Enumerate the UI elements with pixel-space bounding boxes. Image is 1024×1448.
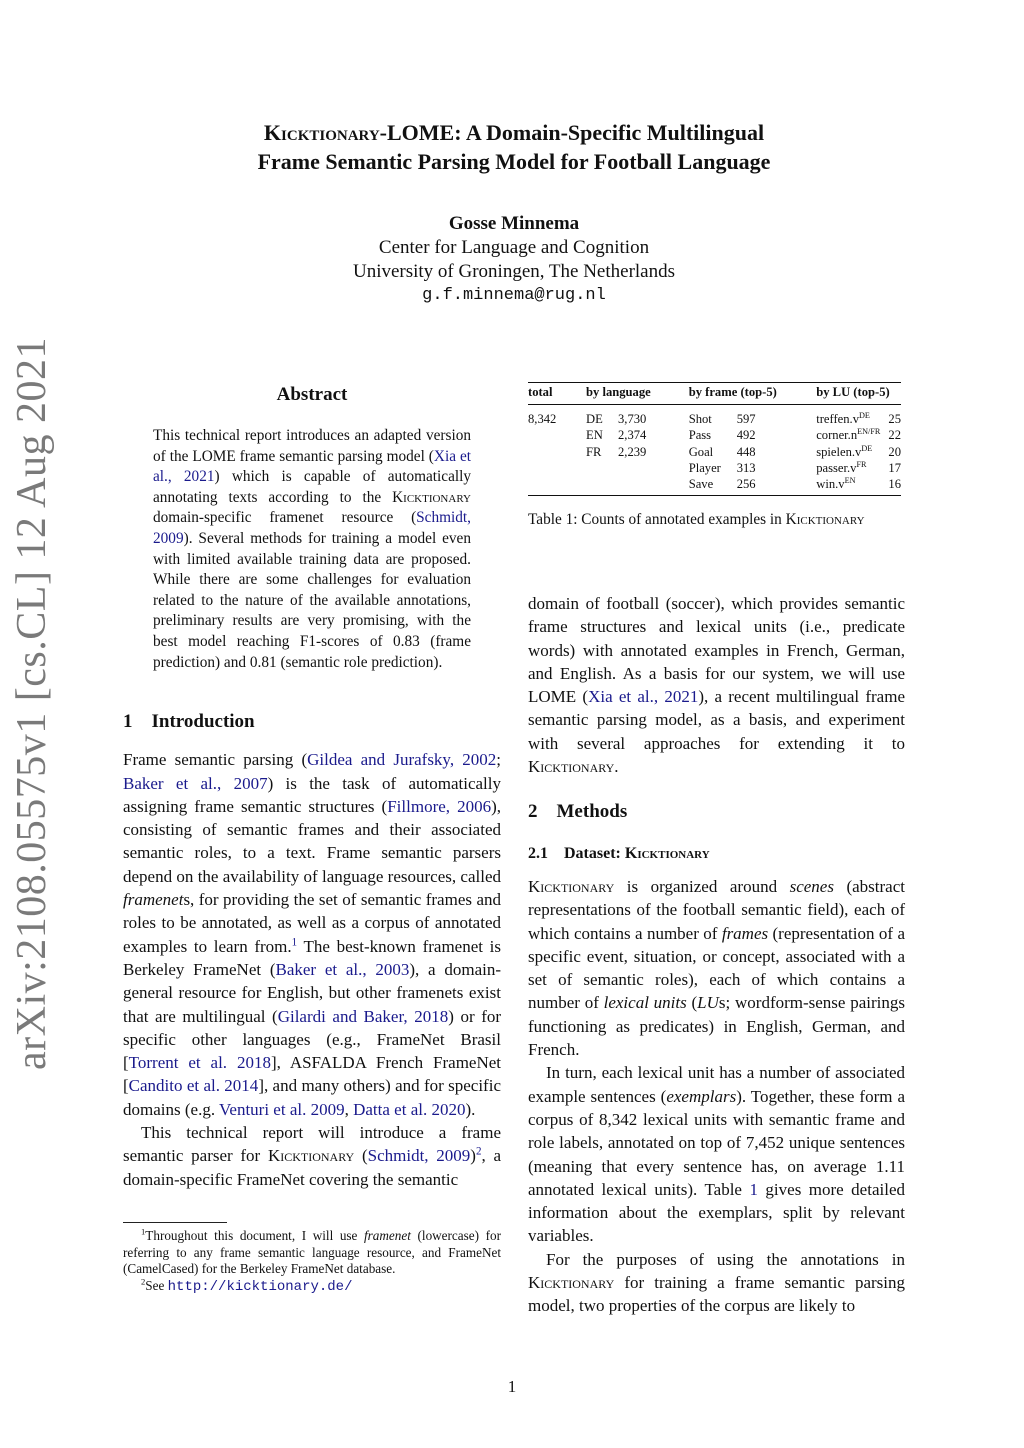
counts-table (528, 382, 901, 496)
lu-count-cell: 17 (888, 460, 901, 475)
citation-link[interactable]: Gildea and Jurafsky, 2002 (307, 750, 497, 770)
text: s, for providing the set of semantic frames and roles to be annotated, as well as a corpus of annotated examples to learn from. (123, 890, 501, 956)
title-line1: -LOME: A Domain-Specific Multilingual (379, 120, 765, 145)
language-cell: FR (586, 444, 602, 459)
citation-link[interactable]: Candito et al. 2014 (128, 1076, 259, 1096)
author-affiliation-2: University of Groningen, The Netherlands (352, 261, 676, 282)
footnote-marker[interactable]: 2 (475, 1145, 482, 1158)
lu-cell (816, 444, 887, 460)
kicktionary-term: Kicktionary (785, 511, 865, 528)
right-paragraph-4 (528, 1248, 905, 1318)
right-paragraph-3 (528, 1061, 905, 1247)
abstract-text: ) which is capable of automatically annotating texts according to the (153, 468, 472, 506)
title-smallcaps: Kicktionary (263, 120, 380, 145)
section-title: Methods (556, 801, 628, 823)
italic-term: framenet (123, 890, 184, 910)
text: ), consisting of semantic frames and their associated semantic roles, to a text. Frame semantic parsers depend on the availability of language resources, called (123, 796, 501, 886)
text: ). Together, these form a corpus of 8,342 lexical units with semantic frame and role labels, annotated on top of 7,452 unique sentences (meaning that every sentence has, on average 1.11 annotated lexical units). Table (528, 1086, 905, 1199)
author-email[interactable]: g.f.minnema@rug.nl (422, 286, 606, 305)
text: , (344, 1099, 354, 1119)
footnote-number: 2 (141, 1276, 146, 1287)
citation-link[interactable]: Xia et al., 2021 (588, 687, 699, 707)
abstract-text: ). Several methods for training a model even with limited available training data are proposed. While there are some challenges for evaluation related to the nature of the available annotations, preliminary results are very promising, with the best model reaching F1-scores of 0.83 (frame prediction) and 0.81 (semantic role prediction). (153, 529, 471, 671)
text: The best-known framenet is Berkeley FrameNet ( (123, 936, 501, 979)
table-caption (528, 510, 901, 531)
table-row (528, 476, 901, 496)
frame-cell: Pass (688, 428, 712, 443)
text: See (145, 1277, 168, 1293)
language-count-cell (618, 476, 689, 496)
abstract-body (153, 426, 471, 673)
subsection-number: 2.1 (528, 844, 548, 862)
table-row (528, 460, 901, 476)
total-cell (528, 427, 586, 443)
lu-cell (816, 460, 887, 476)
lu-count-cell: 22 (888, 428, 901, 443)
footnote-marker[interactable]: 1 (291, 936, 298, 949)
header-total: total (528, 383, 586, 405)
lu-language-superscript: DE (859, 410, 870, 420)
author-name: Gosse Minnema (448, 213, 580, 234)
citation-link[interactable]: Baker et al., 2003 (275, 959, 410, 979)
right-column (528, 592, 905, 1318)
right-paragraph-1 (528, 592, 905, 778)
text: ( (354, 1146, 368, 1166)
author-affiliation-1: Center for Language and Cognition (378, 237, 650, 258)
abstract-text: This technical report introduces an adapted version of the LOME frame semantic parsing model ( (153, 427, 471, 465)
text: ) is the task of automatically assigning frame semantic structures ( (123, 773, 501, 816)
text: This technical report will introduce a frame semantic parser for (123, 1123, 501, 1166)
table-row (528, 444, 901, 460)
lu-language-superscript: DE (861, 443, 873, 453)
subsection-heading-dataset (528, 842, 905, 865)
lu-text: spielen.v (816, 444, 862, 459)
language-count-cell: 3,730 (618, 412, 647, 426)
language-cell: EN (586, 428, 603, 443)
citation-link[interactable]: Datta et al. 2020 (353, 1099, 466, 1119)
text: s; wordform-sense pairings functioning as predicates) in English, German, and French. (528, 993, 905, 1060)
kicktionary-term: Kicktionary (624, 844, 710, 862)
frame-count-cell: 256 (736, 477, 756, 492)
language-cell: DE (586, 412, 603, 426)
subsection-title: Dataset: (564, 844, 625, 862)
footnote-1 (123, 1222, 501, 1278)
right-paragraph-2 (528, 875, 905, 1061)
lu-text: win.v (816, 477, 845, 492)
url-link[interactable]: http://kicktionary.de/ (167, 1278, 353, 1295)
text: ). (465, 1099, 476, 1119)
italic-term: exemplars (666, 1086, 737, 1106)
total-cell: 8,342 (528, 412, 557, 426)
arxiv-identifier: arXiv:2108.05575v1 [cs.CL] 12 Aug 2021 (9, 337, 55, 1070)
lu-cell (816, 405, 887, 428)
intro-paragraph-2 (123, 1121, 501, 1191)
citation-link[interactable]: Schmidt, 2009 (367, 1146, 471, 1166)
footnote-number: 1 (141, 1226, 146, 1237)
frame-cell: Player (688, 460, 721, 475)
intro-paragraph-1 (123, 748, 501, 1121)
lu-language-superscript: EN/FR (857, 427, 881, 437)
frame-cell: Goal (688, 444, 714, 459)
table-row (528, 405, 901, 428)
language-cell (586, 460, 618, 476)
text: Frame semantic parsing ( (123, 750, 308, 770)
citation-link[interactable]: Gilardi and Baker, 2018 (277, 1006, 449, 1026)
text: Table 1: Counts of annotated examples in (528, 511, 786, 528)
text: domain of football (soccer), which provides semantic frame structures and lexical units (i.e., predicate words) with annotated examples in French, German, and English. As a basis for our system, we will use LOME ( (528, 594, 905, 707)
text: ], and many others) and for specific domains (e.g. (123, 1076, 501, 1119)
frame-count-cell: 313 (736, 460, 756, 475)
section-heading-introduction (123, 710, 501, 733)
italic-term: lexical units (603, 993, 687, 1013)
text: For the purposes of using the annotations in (546, 1249, 905, 1269)
text: ], ASFALDA French FrameNet [ (123, 1053, 502, 1096)
language-count-cell: 2,374 (618, 428, 647, 443)
table-row (528, 427, 901, 443)
lu-text: treffen.v (816, 412, 859, 426)
lu-language-superscript: FR (856, 459, 867, 469)
page-number: 1 (507, 1377, 517, 1396)
kicktionary-term: Kicktionary (267, 1146, 355, 1166)
lu-cell (816, 476, 887, 496)
abstract-text: domain-specific framenet resource ( (153, 509, 417, 527)
citation-link[interactable]: Venturi et al. 2009 (219, 1099, 345, 1119)
kicktionary-term: Kicktionary (392, 488, 471, 506)
text: is organized around (614, 876, 790, 896)
text: In turn, each lexical unit has a number of associated example sentences ( (528, 1063, 905, 1106)
table-header-row (528, 383, 901, 405)
footnotes (123, 1222, 501, 1295)
language-count-cell: 2,239 (618, 444, 647, 459)
kicktionary-term: Kicktionary (528, 876, 615, 896)
header-by-lu: by LU (top-5) (816, 383, 901, 405)
italic-term: LU (697, 993, 719, 1013)
frame-cell: Shot (688, 412, 712, 426)
text: Throughout this document, I will use (145, 1228, 365, 1243)
text: (abstract representations of the football semantic field), each of which contains a number of (528, 876, 905, 943)
left-column (123, 710, 501, 1191)
section-heading-methods (528, 800, 905, 823)
language-count-cell (618, 460, 689, 476)
citation-link[interactable]: Torrent et al. 2018 (128, 1053, 271, 1073)
italic-term: frames (721, 923, 769, 943)
text: ), a domain-general resource for English, but other framenets exist that are multilingual ( (123, 959, 501, 1026)
citation-link[interactable]: Baker et al., 2007 (123, 773, 268, 793)
header-by-language: by language (586, 383, 689, 405)
title-line2: Frame Semantic Parsing Model for Football Language (257, 149, 771, 174)
abstract-heading: Abstract (276, 384, 348, 405)
text: ) or for specific other languages (e.g., FrameNet Brasil [ (123, 1006, 502, 1073)
text: (lowercase) for referring to any frame semantic language resource, and FrameNet (CamelCased) for the Berkeley FrameNet database. (123, 1228, 501, 1276)
lu-count-cell: 25 (888, 412, 901, 426)
text: , a domain-specific FrameNet covering the semantic (123, 1146, 502, 1189)
lu-text: corner.n (816, 428, 858, 443)
kicktionary-term: Kicktionary (528, 1273, 615, 1293)
frame-count-cell: 492 (736, 428, 756, 443)
citation-link[interactable]: Xia et al., 2021 (153, 447, 471, 486)
footnote-2 (123, 1278, 501, 1296)
frame-count-cell: 597 (736, 412, 756, 426)
text: ), a recent multilingual frame semantic parsing model, as a basis, and experiment with several approaches for extending it to (528, 687, 905, 753)
paper-title (120, 118, 908, 176)
text: (representation of a specific event, situation, or concept, associated with a set of semantic roles), each of which contains a number of (528, 923, 905, 1013)
frame-cell: Save (688, 477, 714, 492)
section-number: 2 (528, 801, 538, 823)
lu-count-cell: 16 (888, 477, 901, 492)
table-body (528, 405, 901, 496)
lu-cell (816, 427, 887, 443)
total-cell (528, 460, 586, 476)
text: . (614, 757, 619, 777)
lu-text: passer.v (816, 460, 857, 475)
kicktionary-term: Kicktionary (528, 757, 615, 777)
lu-language-superscript: EN (844, 476, 856, 485)
text: ( (686, 993, 698, 1013)
italic-term: framenet (364, 1228, 411, 1243)
lu-count-cell: 20 (888, 444, 901, 459)
section-number: 1 (123, 711, 133, 732)
language-cell (586, 476, 618, 496)
text: for training a frame semantic parsing model, two properties of the corpus are likely to (528, 1273, 905, 1316)
section-title: Introduction (151, 711, 255, 732)
header-by-frame: by frame (top-5) (689, 383, 817, 405)
text: ) (470, 1146, 476, 1166)
citation-link[interactable]: Schmidt, 2009 (153, 509, 471, 547)
frame-count-cell: 448 (736, 444, 756, 459)
author-block (120, 212, 908, 308)
total-cell (528, 476, 586, 496)
text: ; (496, 750, 501, 770)
total-cell (528, 444, 586, 460)
table-reference-link[interactable]: 1 (749, 1179, 758, 1199)
citation-link[interactable]: Fillmore, 2006 (387, 796, 492, 816)
italic-term: scenes (789, 876, 834, 896)
text: gives more detailed information about the exemplars, split by relevant variables. (528, 1179, 905, 1246)
